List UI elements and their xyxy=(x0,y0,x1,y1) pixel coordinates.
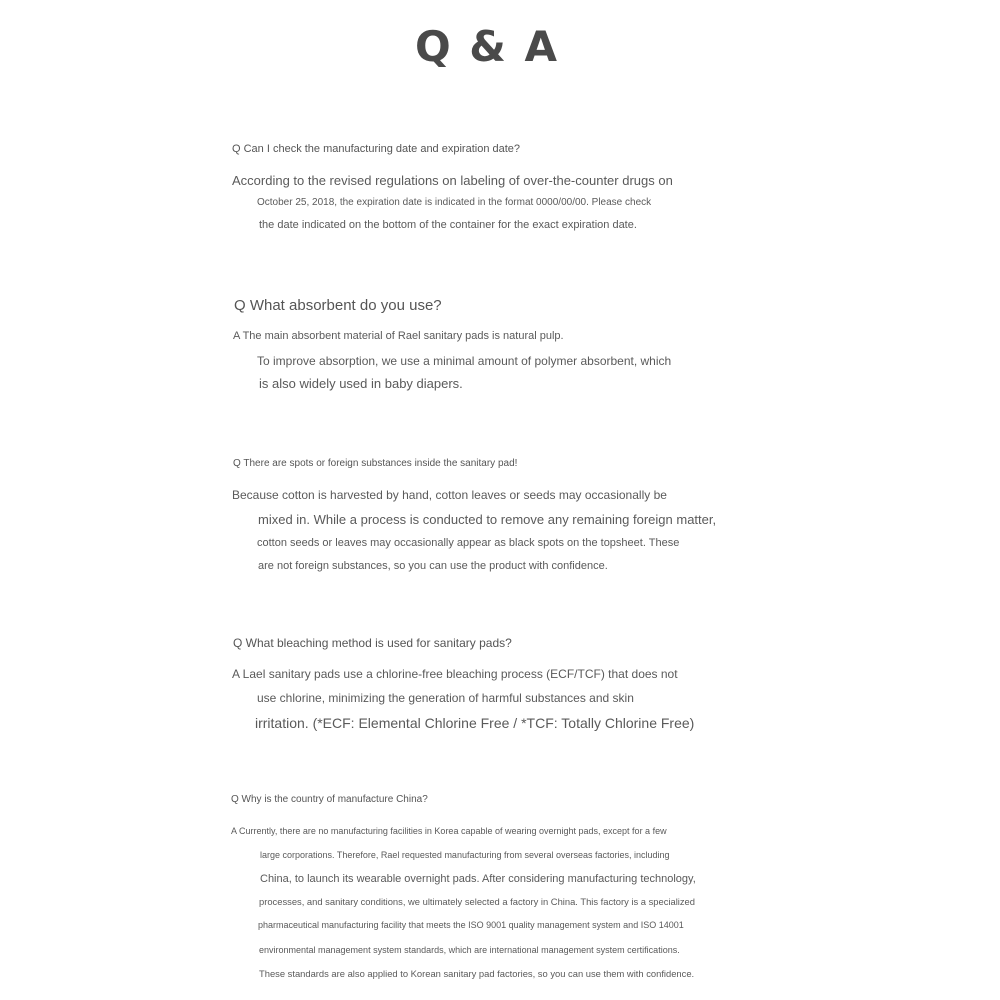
answer-2-line-1: A The main absorbent material of Rael sanitary pads is natural pulp. xyxy=(233,330,564,342)
answer-5-line-2: large corporations. Therefore, Rael requested manufacturing from several overseas factories, including xyxy=(260,850,670,860)
answer-2-line-3: is also widely used in baby diapers. xyxy=(259,376,463,391)
answer-1-line-2: October 25, 2018, the expiration date is indicated in the format 0000/00/00. Please check xyxy=(257,197,652,208)
answer-3-line-2: mixed in. While a process is conducted to remove any remaining foreign matter, xyxy=(258,512,717,527)
question-5: Q Why is the country of manufacture China? xyxy=(231,794,428,805)
answer-5-line-3: China, to launch its wearable overnight pads. After considering manufacturing technology, xyxy=(260,873,696,885)
answer-1-line-3: the date indicated on the bottom of the container for the exact expiration date. xyxy=(259,219,637,231)
answer-5-line-6: environmental management system standards, which are international management system certifications. xyxy=(259,945,680,955)
answer-3-line-1: Because cotton is harvested by hand, cotton leaves or seeds may occasionally be xyxy=(232,488,667,502)
answer-4-line-2: use chlorine, minimizing the generation of harmful substances and skin xyxy=(257,691,634,705)
question-3: Q There are spots or foreign substances inside the sanitary pad! xyxy=(233,458,518,469)
page-title: Q & A xyxy=(414,22,560,71)
question-4: Q What bleaching method is used for sanitary pads? xyxy=(233,636,512,650)
answer-5-line-7: These standards are also applied to Korean sanitary pad factories, so you can use them with confidence. xyxy=(259,968,695,979)
answer-2-line-2: To improve absorption, we use a minimal amount of polymer absorbent, which xyxy=(257,354,672,368)
answer-4-line-3: irritation. (*ECF: Elemental Chlorine Free / *TCF: Totally Chlorine Free) xyxy=(255,715,695,731)
answer-5-line-5: pharmaceutical manufacturing facility that meets the ISO 9001 quality management system and ISO 14001 xyxy=(258,920,684,930)
question-1: Q Can I check the manufacturing date and expiration date? xyxy=(232,143,521,155)
answer-3-line-4: are not foreign substances, so you can use the product with confidence. xyxy=(258,560,608,572)
answer-5-line-4: processes, and sanitary conditions, we ultimately selected a factory in China. This factory is a specialized xyxy=(259,896,695,907)
answer-4-line-1: A Lael sanitary pads use a chlorine-free bleaching process (ECF/TCF) that does not xyxy=(232,667,678,681)
answer-1-line-1: According to the revised regulations on labeling of over-the-counter drugs on xyxy=(232,173,673,188)
question-2: Q What absorbent do you use? xyxy=(234,297,442,314)
answer-5-line-1: A Currently, there are no manufacturing facilities in Korea capable of wearing overnight pads, except for a few xyxy=(231,826,667,836)
answer-3-line-3: cotton seeds or leaves may occasionally appear as black spots on the topsheet. These xyxy=(257,537,680,549)
